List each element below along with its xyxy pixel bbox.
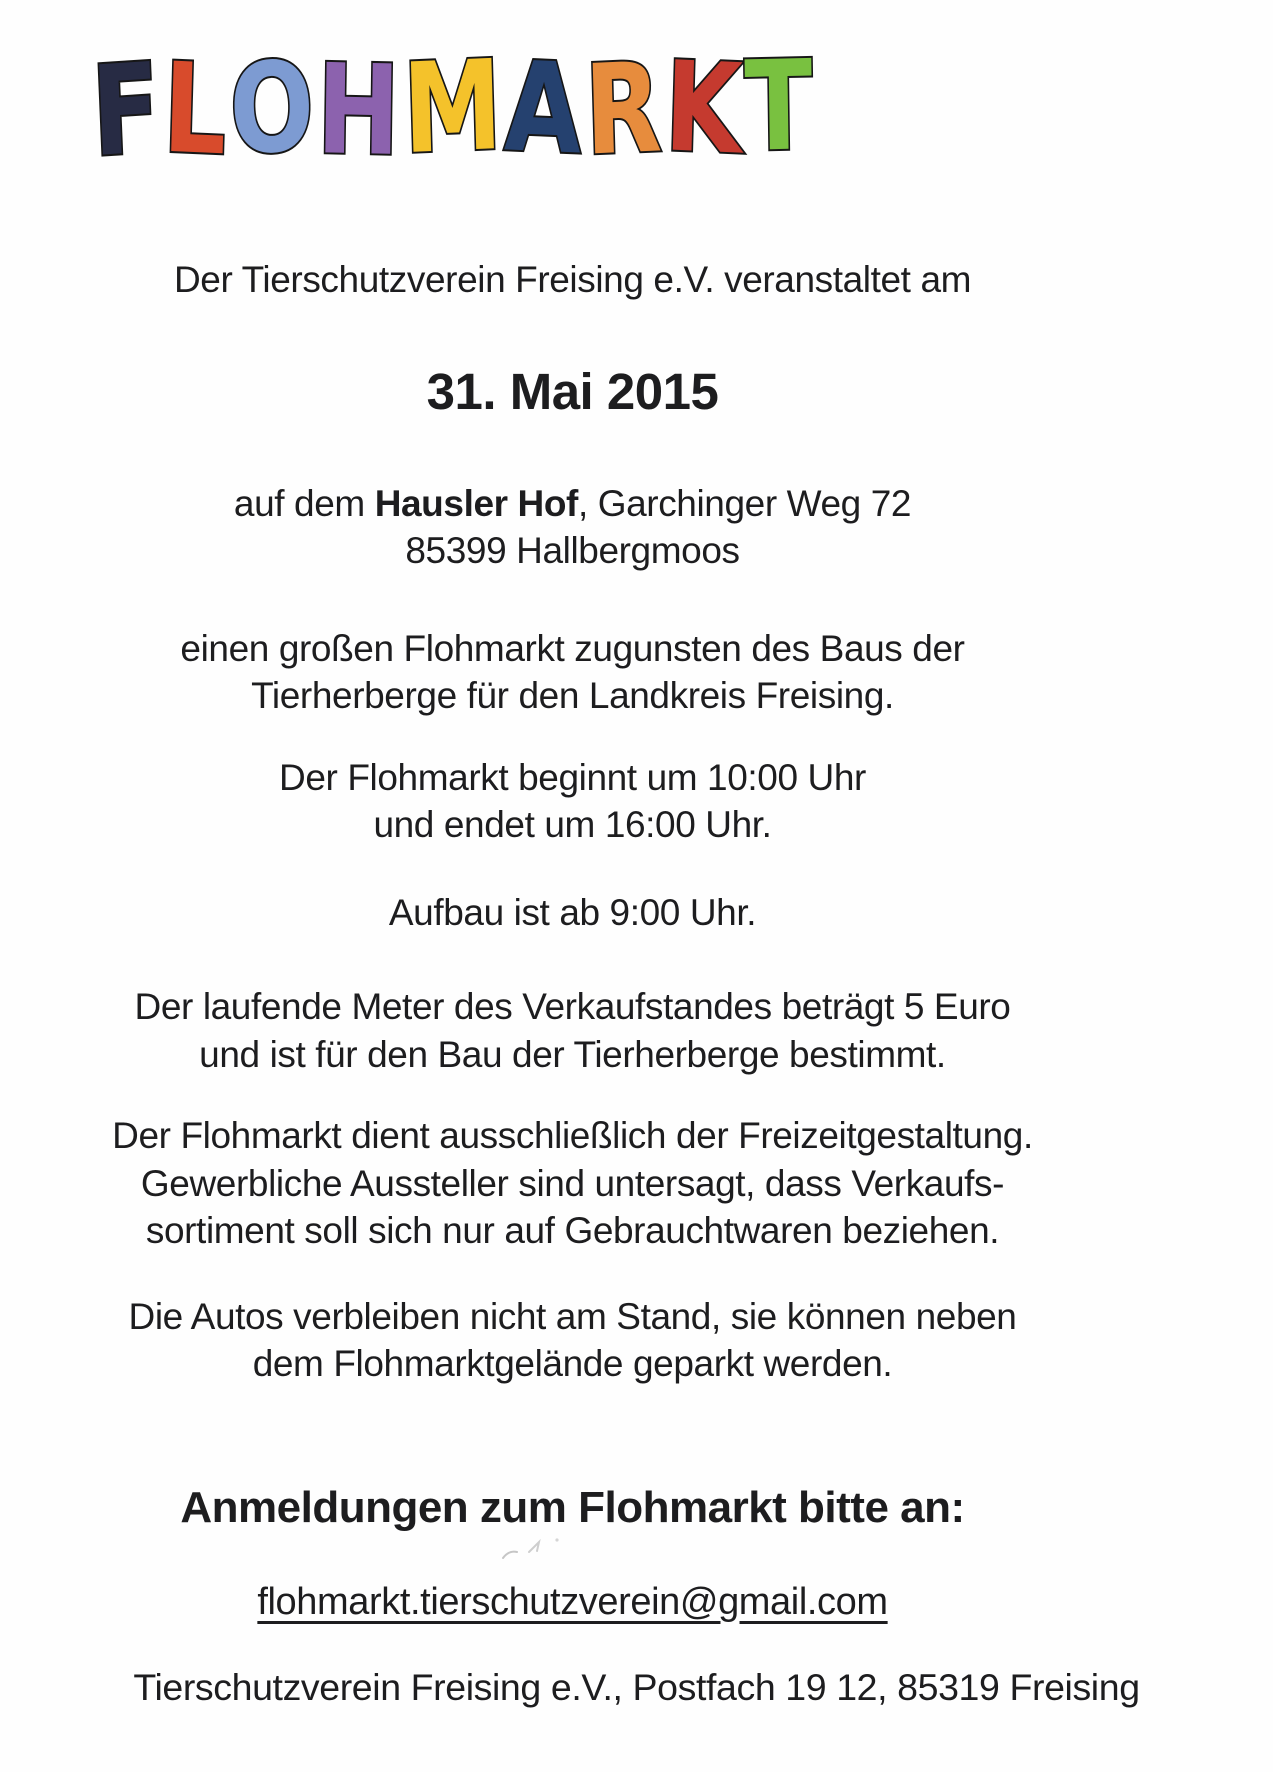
parking-line-1: Die Autos verbleiben nicht am Stand, sie können neben [128, 1295, 1017, 1337]
event-purpose [0, 625, 1145, 720]
intro-text: Der Tierschutzverein Freising e.V. veranstaltet am [173, 259, 972, 300]
purpose-line-1: einen großen Flohmarkt zugunsten des Baus der [180, 627, 965, 669]
title-letter: A [503, 35, 584, 183]
location-city: 85399 Hallbergmoos [405, 530, 740, 571]
registration-email: flohmarkt.tierschutzverein@gmail.com [257, 1580, 888, 1623]
event-times [0, 754, 1145, 849]
registration-email-line [0, 1581, 1145, 1624]
market-rules [0, 1112, 1145, 1255]
pen-mark-artifact [495, 1532, 605, 1568]
setup-time: Aufbau ist ab 9:00 Uhr. [388, 891, 757, 933]
location-prefix: auf dem [233, 482, 375, 524]
price-line-1: Der laufende Meter des Verkaufstandes beträgt 5 Euro [134, 986, 1011, 1027]
title-letter: R [583, 36, 664, 184]
title-letter: M [401, 33, 504, 183]
title-letter: F [89, 36, 163, 186]
title-letter: H [315, 38, 401, 184]
rules-line-3: sortiment soll sich nur auf Gebrauchtwaren beziehen. [145, 1210, 1000, 1251]
title-letter: K [662, 35, 744, 183]
flyer-body [0, 256, 1145, 1624]
location-line-1 [0, 480, 1145, 528]
registration-heading: Anmeldungen zum Flohmarkt bitte an: [180, 1482, 965, 1532]
stand-price [0, 983, 1145, 1078]
location-venue-name: Hausler Hof [374, 482, 578, 524]
event-location [0, 480, 1145, 575]
title-letter: O [227, 35, 316, 183]
times-line-1: Der Flohmarkt beginnt um 10:00 Uhr [279, 756, 866, 798]
flyer-title-letters [89, 33, 814, 214]
flyer-title [0, 0, 1273, 186]
location-street: , Garchinger Weg 72 [577, 482, 912, 524]
price-line-2: und ist für den Bau der Tierherberge bestimmt. [199, 1033, 946, 1075]
parking-line-2: dem Flohmarktgelände geparkt werden. [252, 1343, 893, 1384]
parking-info [0, 1293, 1145, 1388]
event-date: 31. Mai 2015 [426, 362, 719, 420]
rules-line-1: Der Flohmarkt dient ausschließlich der Freizeitgestaltung. [112, 1115, 1033, 1156]
title-letter: L [161, 36, 229, 184]
rules-line-2: Gewerbliche Aussteller sind untersagt, dass Verkaufs- [140, 1162, 1005, 1204]
title-letter: T [743, 34, 814, 180]
footer-address: Tierschutzverein Freising e.V., Postfach 19 12, 85319 Freising [133, 1665, 1140, 1708]
purpose-line-2: Tierherberge für den Landkreis Freising. [251, 675, 894, 716]
times-line-2: und endet um 16:00 Uhr. [373, 804, 772, 845]
footer [0, 1664, 1273, 1712]
